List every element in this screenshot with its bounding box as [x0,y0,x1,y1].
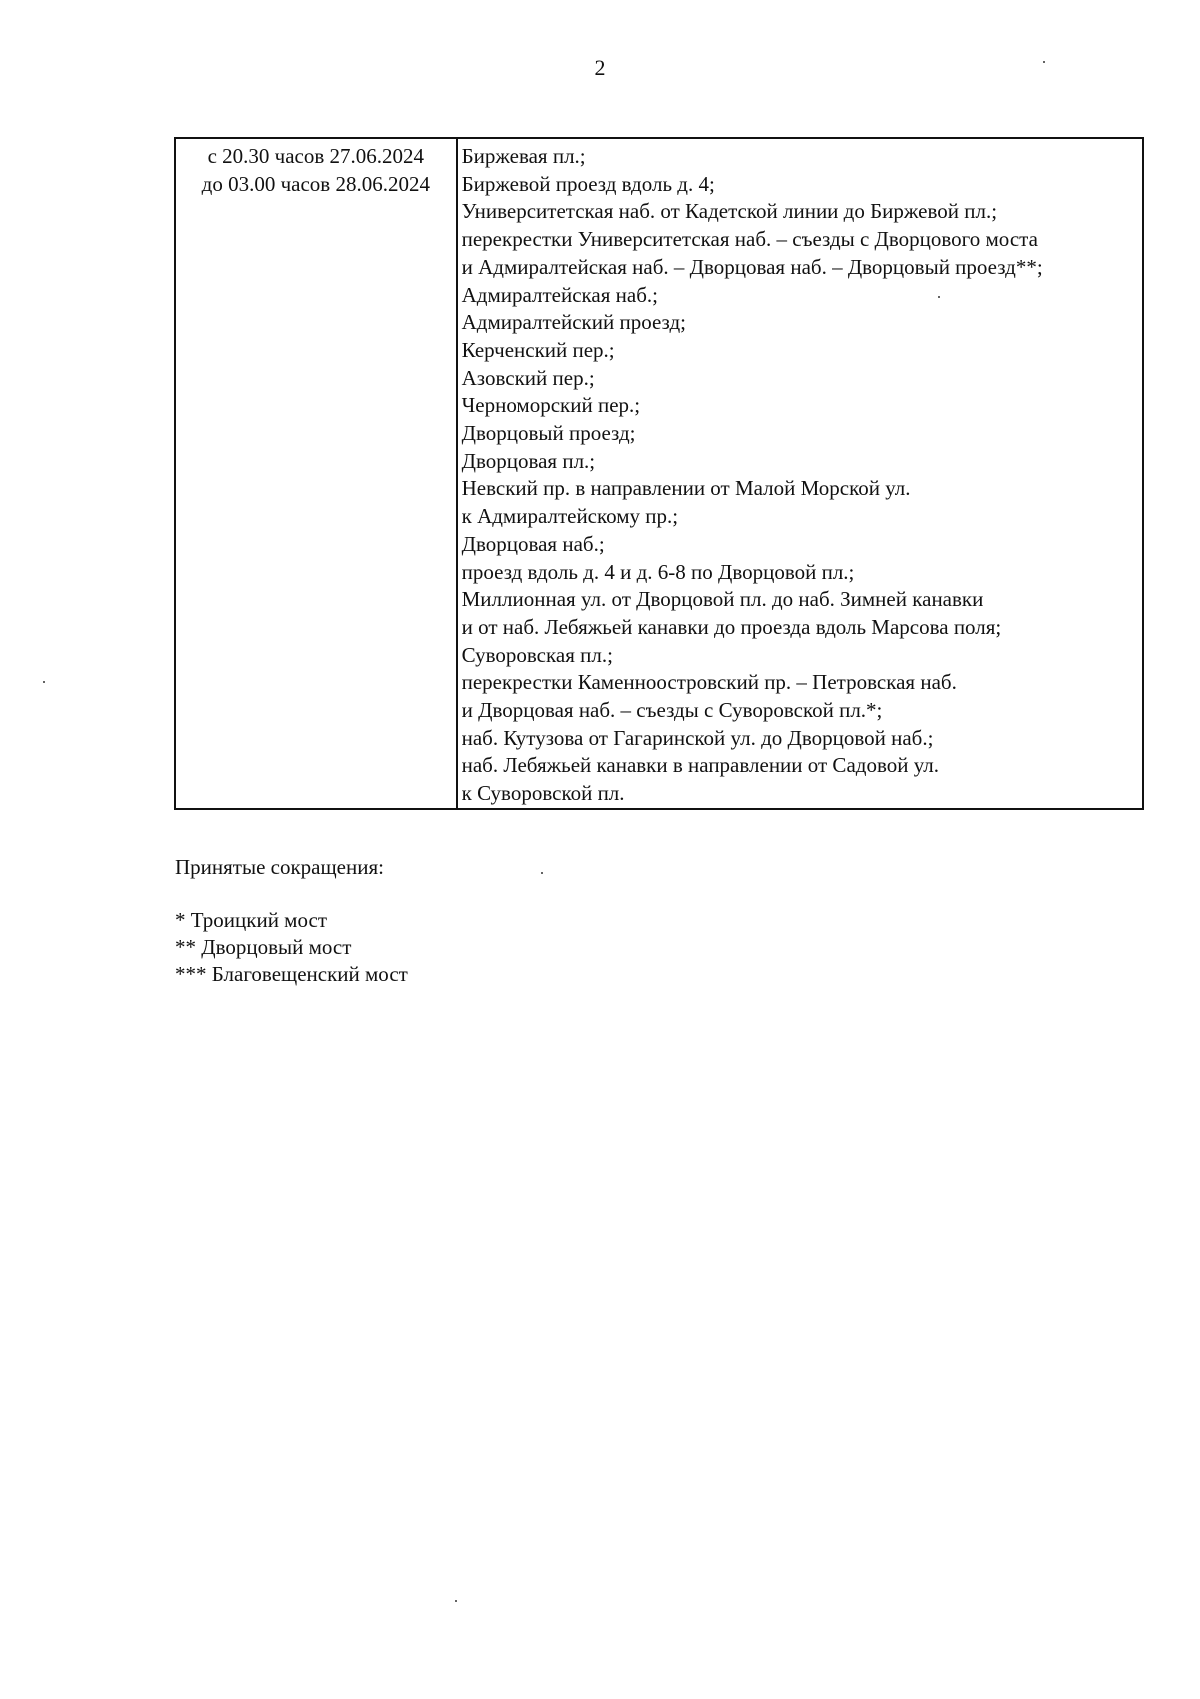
page-number: 2 [594,55,606,80]
time-from: с 20.30 часов 27.06.2024 [207,144,425,168]
scan-speck [455,1600,457,1602]
abbreviations-title: Принятые сокращения: [175,855,384,879]
scan-speck [1043,61,1045,63]
street-line: Суворовская пл.; [461,642,613,667]
street-line: Адмиралтейский проезд; [461,310,686,335]
street-line: Миллионная ул. от Дворцовой пл. до наб. Зимней канавки [461,587,984,612]
street-line: и от наб. Лебяжьей канавки до проезда вдоль Марсова поля; [461,614,1002,639]
street-line: и Адмиралтейская наб. – Дворцовая наб. – Дворцовый проезд**; [461,254,1043,279]
closure-schedule-table [174,137,1144,810]
street-line: Азовский пер.; [461,365,595,390]
street-line: Адмиралтейская наб.; [461,282,658,307]
street-line: Биржевая пл.; [461,144,586,168]
street-line: Университетская наб. от Кадетской линии до Биржевой пл.; [461,199,998,224]
street-line: и Дворцовая наб. – съезды с Суворовской пл.*; [461,698,883,723]
list-item: ** Дворцовый мост [175,935,352,959]
street-line: Дворцовая наб.; [461,531,605,556]
street-line: наб. Кутузова от Гагаринской ул. до Дворцовой наб.; [461,725,934,750]
streets-cell [457,138,1143,809]
street-line: перекрестки Каменноостровский пр. – Петровская наб. [461,670,957,695]
scan-speck [43,681,45,683]
street-line: Черноморский пер.; [461,393,641,418]
street-line: Керченский пер.; [461,337,615,362]
list-item: *** Благовещенский мост [175,962,408,986]
street-line: Биржевой проезд вдоль д. 4; [461,171,715,196]
table-row [175,138,1143,809]
scan-speck [541,872,543,874]
street-line: Дворцовый проезд; [461,421,636,446]
time-to: до 03.00 часов 28.06.2024 [201,171,430,196]
street-line: к Адмиралтейскому пр.; [461,504,679,529]
time-period-cell [175,138,457,809]
street-line: Невский пр. в направлении от Малой Морской ул. [461,476,911,501]
street-line: проезд вдоль д. 4 и д. 6-8 по Дворцовой пл.; [461,559,855,584]
street-line: к Суворовской пл. [461,781,625,806]
list-item: * Троицкий мост [175,908,327,932]
abbreviations-list [175,907,408,988]
street-line: Дворцовая пл.; [461,448,596,473]
street-line: перекрестки Университетская наб. – съезды с Дворцового моста [461,227,1038,252]
street-line: наб. Лебяжьей канавки в направлении от Садовой ул. [461,753,940,778]
scan-speck [938,296,940,298]
